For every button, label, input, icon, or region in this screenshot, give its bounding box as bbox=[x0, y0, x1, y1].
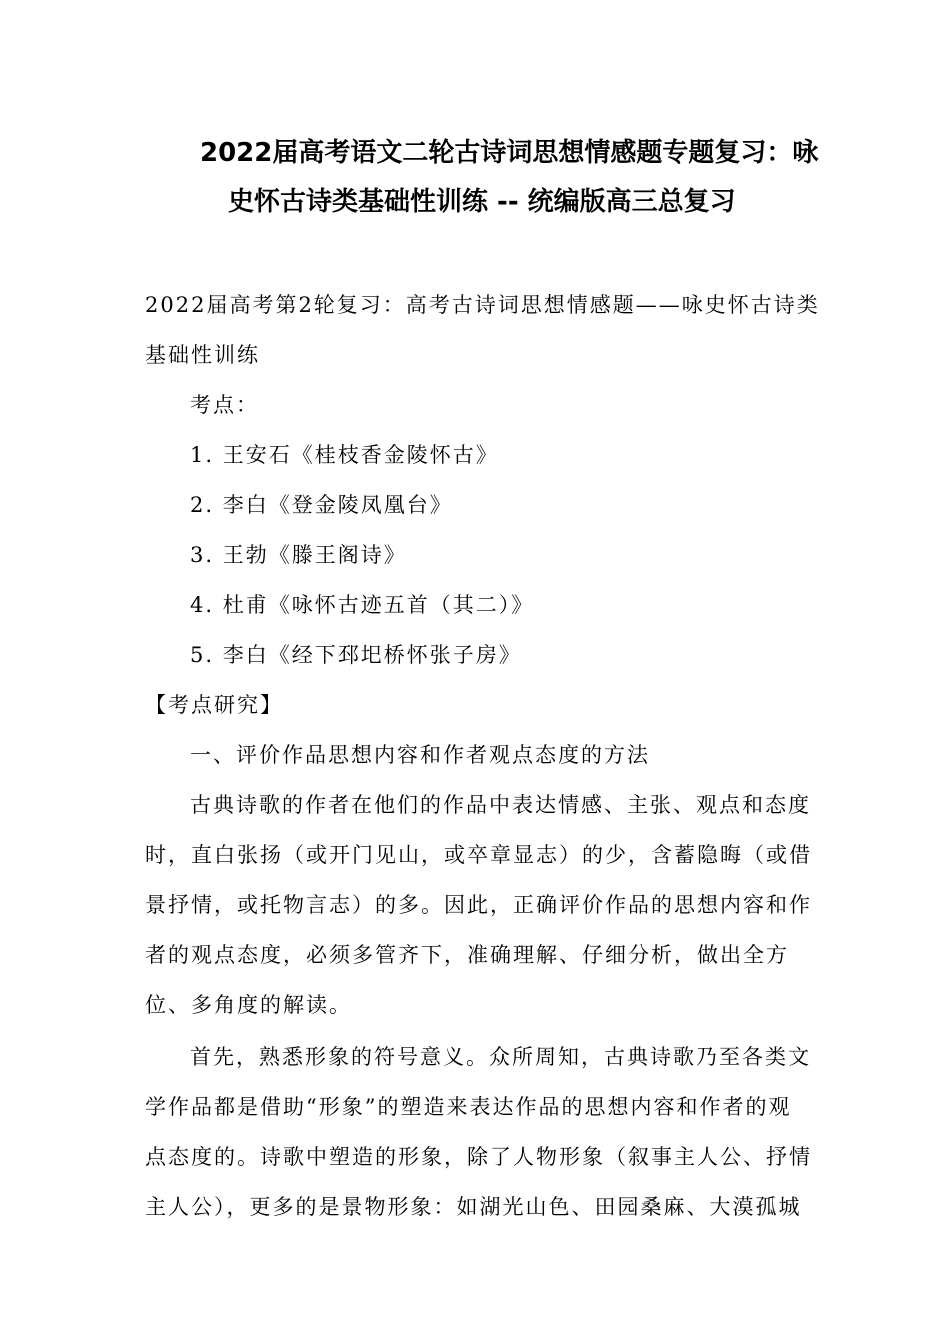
section-heading: 【考点研究】 bbox=[145, 693, 283, 717]
kaodian-item-2: 2. 李白《登金陵凤凰台》 bbox=[190, 493, 453, 517]
paragraph-2-line-4: 主人公），更多的是景物形象：如湖光山色、田园桑麻、大漠孤城 bbox=[145, 1195, 802, 1219]
kaodian-item-3: 3. 王勃《滕王阁诗》 bbox=[190, 543, 407, 567]
paragraph-1-line-4: 者的观点态度，必须多管齐下，准确理解、仔细分析，做出全方 bbox=[145, 943, 789, 967]
document-title-line-1: 2022届高考语文二轮古诗词思想情感题专题复习：咏 bbox=[200, 138, 819, 168]
paragraph-1-line-5: 位、多角度的解读。 bbox=[145, 993, 352, 1017]
intro-line-2: 基础性训练 bbox=[145, 343, 260, 367]
paragraph-1-line-3: 景抒情，或托物言志）的多。因此，正确评价作品的思想内容和作 bbox=[145, 893, 812, 917]
intro-line-1: 2022届高考第2轮复习：高考古诗词思想情感题——咏史怀古诗类 bbox=[145, 293, 820, 317]
document-title-line-2: 史怀古诗类基础性训练 -- 统编版高三总复习 bbox=[228, 187, 736, 217]
subheading: 一、评价作品思想内容和作者观点态度的方法 bbox=[190, 743, 650, 767]
kaodian-item-1: 1. 王安石《桂枝香金陵怀古》 bbox=[190, 443, 499, 467]
paragraph-1-line-2: 时，直白张扬（或开门见山，或卒章显志）的少，含蓄隐晦（或借 bbox=[145, 843, 812, 867]
kaodian-item-5: 5. 李白《经下邳圯桥怀张子房》 bbox=[190, 643, 522, 667]
paragraph-2-line-3: 点态度的。诗歌中塑造的形象，除了人物形象（叙事主人公、抒情 bbox=[145, 1145, 812, 1169]
paragraph-2-line-2: 学作品都是借助“形象”的塑造来表达作品的思想内容和作者的观 bbox=[145, 1095, 792, 1119]
kaodian-label: 考点： bbox=[190, 393, 259, 417]
paragraph-2-line-1: 首先，熟悉形象的符号意义。众所周知，古典诗歌乃至各类文 bbox=[190, 1045, 811, 1069]
paragraph-1-line-1: 古典诗歌的作者在他们的作品中表达情感、主张、观点和态度 bbox=[190, 793, 811, 817]
kaodian-item-4: 4. 杜甫《咏怀古迹五首（其二）》 bbox=[190, 593, 535, 617]
